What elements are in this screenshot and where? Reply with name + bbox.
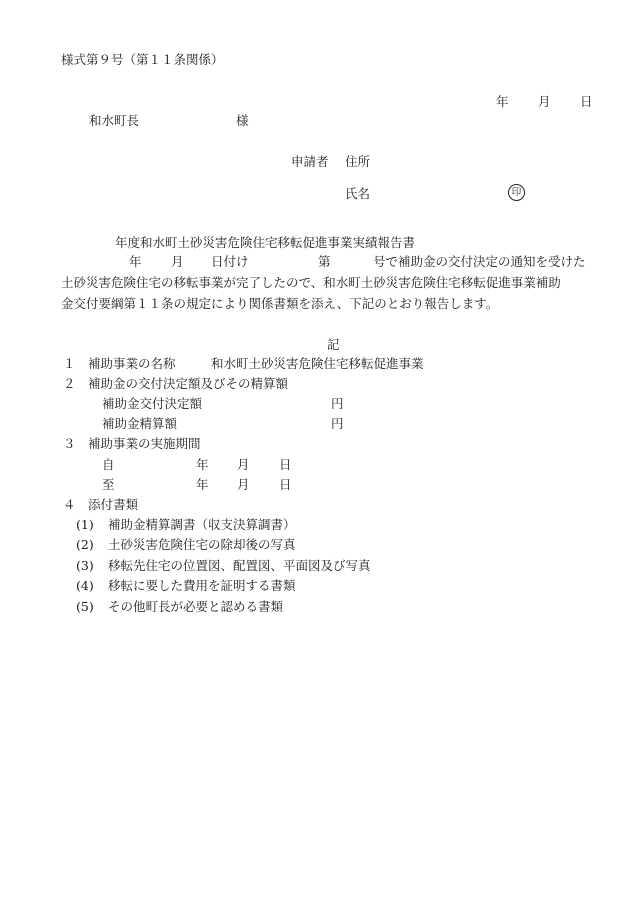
period-to-label: 至 [102,477,115,492]
intro-day-ref: 日付け [211,254,249,269]
period-from-month: 月 [237,457,250,472]
decision-amount-unit: 円 [331,396,344,411]
item2-number: ２ [63,376,76,391]
attachment-text: 移転先住宅の位置図、配置図、平面図及び写真 [108,558,371,573]
date-month-label: 月 [538,94,551,109]
date-day-label: 日 [580,94,593,109]
attachment-text: 土砂災害危険住宅の除却後の写真 [108,537,296,552]
intro-number-prefix: 第 [318,254,331,269]
settlement-amount-unit: 円 [331,416,344,431]
intro-month: 月 [171,254,184,269]
item4-label: 添付書類 [88,497,139,512]
period-from-year: 年 [196,457,209,472]
intro-line1-rest: 号で補助金の交付決定の通知を受けた [373,254,586,269]
attachment-number: (2) [76,537,94,552]
attachment-number: (5) [76,599,94,614]
intro-line2: 土砂災害危険住宅の移転事業が完了したので、和水町土砂災害危険住宅移転促進事業補助 [61,275,561,290]
date-year-label: 年 [496,94,509,109]
period-to-year: 年 [196,477,209,492]
item1-value: 和水町土砂災害危険住宅移転促進事業 [211,356,424,371]
period-from-day: 日 [279,457,292,472]
item2-label: 補助金の交付決定額及びその精算額 [88,376,289,391]
form-number: 様式第９号（第１１条関係） [61,52,224,67]
addressee-honorific: 様 [236,113,249,128]
applicant-name-label: 氏名 [345,186,371,201]
seal-mark: 印 [508,184,525,201]
item1-number: １ [63,356,76,371]
period-from-label: 自 [102,457,115,472]
item4-number: ４ [63,497,76,512]
decision-amount-label: 補助金交付決定額 [102,396,203,411]
settlement-amount-label: 補助金精算額 [102,416,178,431]
ki-heading: 記 [327,337,340,352]
item3-number: ３ [63,436,76,451]
attachment-number: (1) [76,517,94,532]
period-to-month: 月 [237,477,250,492]
attachment-number: (4) [76,578,94,593]
attachment-number: (3) [76,558,94,573]
attachment-text: 移転に要した費用を証明する書類 [108,578,296,593]
period-to-day: 日 [279,477,292,492]
intro-year: 年 [129,254,142,269]
report-title: 年度和水町土砂災害危険住宅移転促進事業実績報告書 [115,235,416,250]
intro-line3: 金交付要綱第１１条の規定により関係書類を添え、下記のとおり報告します。 [61,296,499,311]
addressee-name: 和水町長 [89,113,140,128]
item1-label: 補助事業の名称 [88,356,176,371]
applicant-address-label: 住所 [345,154,371,169]
applicant-label: 申請者 [291,154,329,169]
attachment-text: 補助金精算調書（収支決算調書） [108,517,296,532]
item3-label: 補助事業の実施期間 [88,436,201,451]
attachment-text: その他町長が必要と認める書類 [108,599,284,614]
